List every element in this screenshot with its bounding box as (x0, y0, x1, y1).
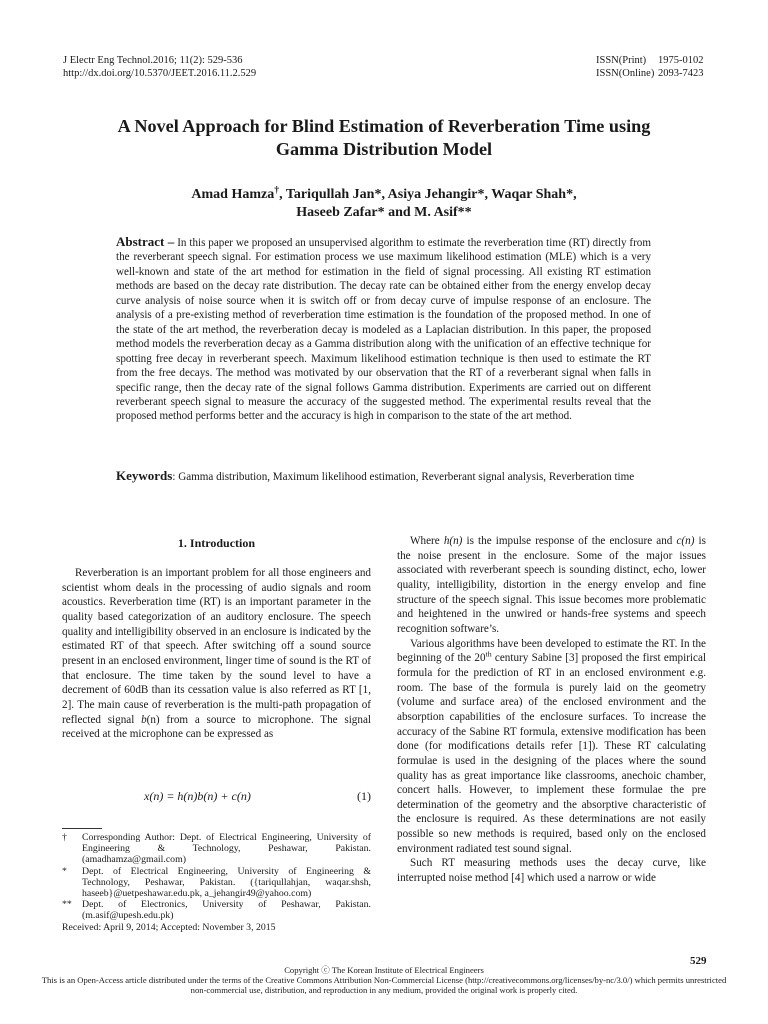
page-number: 529 (690, 955, 707, 967)
journal-header (63, 54, 256, 80)
abstract (116, 235, 651, 424)
footnote-divider (62, 828, 102, 829)
issn-block (596, 54, 704, 80)
title-line-1: A Novel Approach for Blind Estimation of Reverberation Time using (117, 116, 651, 136)
right-paragraph-2 (397, 637, 706, 857)
intro-text-a: Reverberation is an important problem for all those engineers and scientist whom deals in the processing of audio signals and room acoustics. Reverberation time (RT) is an important parameter in the quality based categorization of an auditory enclosure. The speech quality and intelligibility observed in an enclosure is indicated by the estimated RT of that speech. After switching off a sound source present in an enclosed environment, linger time of sound is the RT of that enclosure. The time taken by the sound level to have a decrement of 60dB than its cessation value is also referred as RT [1, 2]. The main cause of reverberation is the multi-path propagation of reflected signal (62, 567, 371, 726)
issn-print-label: ISSN(Print) (596, 55, 647, 66)
intro-paragraph (62, 566, 371, 742)
author-list (60, 186, 708, 222)
intro-paren: (n) (146, 713, 160, 726)
issn-print: 1975-0102 (658, 55, 704, 66)
intro-var: b (141, 713, 147, 726)
p1-text-b: is the impulse response of the enclosure and (462, 535, 677, 547)
abstract-text: In this paper we proposed an unsupervised algorithm to estimate the reverberation time (RT) directly from the reverberant speech signal. For estimation process we use maximum likelihood estimation (MLE) which is a very well-known and state of the art method for estimation in the field of signal processing. All existing RT estimation methods are based on the decay rate distribution. The decay rate can be obtained either from the energy envelop decay curve analysis of noise source when it is switch off or from decay curve of impulse response of an enclosure. The analysis of a pre-existing method of reverberation time estimation is the foundation of the proposed method. In one of the state of the art method, the reverberation decay is modeled as a Laplacian distribution. In this paper, the proposed method models the reverberation decay as a Gamma distribution along with the unification of an effective technique for spotting free decay in reverberant speech. Maximum likelihood estimation technique is then used to estimate the RT from the free decays. The method was motivated by our observation that the RT of a reverberant signal when falls in specific range, then the decay rate of the signal follows Gamma distribution. Experiments are carried out on different reverberant speech signal to measure the accuracy of the suggested method. The experimental results reveal that the proposed method performs better and the accuracy is high in comparison to the state of the art method. (116, 237, 651, 423)
right-paragraph-1 (397, 534, 706, 637)
license-text: This is an Open-Access article distributed under the terms of the Creative Commons Attribution Non-Commercial License (http://creativecommons.org/licenses/by-nc/3.0/) which permits unrestricted non-commercial use, distribution, and reproduction in any medium, provided the original work is properly cited. (41, 975, 727, 996)
author-first: Amad Hamza (191, 187, 275, 202)
keywords-text: : Gamma distribution, Maximum likelihood estimation, Reverberant signal analysis, Reverberation time (172, 471, 635, 483)
right-column (397, 534, 706, 886)
p1-h: h(n) (443, 535, 463, 547)
authors-line-1: , Tariqullah Jan*, Asiya Jehangir*, Waqar Shah*, (279, 187, 577, 202)
p1-c: c(n) (676, 535, 695, 547)
left-column (62, 566, 371, 742)
footnote-mark: † (62, 832, 67, 843)
issn-online-label: ISSN(Online) (596, 68, 655, 79)
title-line-2: Gamma Distribution Model (275, 139, 493, 159)
intro-text-b: from a source to microphone. The signal received at the microphone can be expressed as (62, 713, 371, 741)
corresponding-mark: † (274, 184, 280, 196)
doi-link[interactable]: http://dx.doi.org/10.5370/JEET.2016.11.2.529 (63, 68, 257, 79)
copyright-footer (40, 965, 728, 996)
footnotes (62, 832, 371, 934)
abstract-label: Abstract – (116, 234, 175, 249)
section-heading: 1. Introduction (177, 536, 256, 550)
equation-expression: x(n) = h(n)b(n) + c(n) (144, 789, 251, 803)
footnote (62, 832, 371, 866)
footnote (62, 899, 371, 921)
keywords-label: Keywords (116, 468, 173, 483)
footnote-mark: ** (62, 899, 72, 911)
footnote (62, 866, 371, 900)
p2-text-a: Various algorithms have been developed to estimate the RT. In the beginning of the 20 (397, 637, 706, 665)
p1-text-d: is the noise present in the enclosure. Some of the major issues associated with reverberant speech is sounding distinct, echo, lower quality, intelligibility, distortion in the energy envelop and fine structure of the speech signal. This issue becomes more problematic and heightened in the unwired or hands-free systems and speech recognition software’s. (397, 535, 706, 635)
issn-online: 2093-7423 (658, 68, 704, 79)
footnote-text: Corresponding Author: Dept. of Electrical Engineering, University of Engineering & Technology, Peshawar, Pakistan. (amadhamza@gmail.com) (82, 832, 371, 866)
authors-line-2: Haseeb Zafar* and M. Asif** (296, 205, 472, 220)
p2-text-b: century Sabine [3] proposed the first empirical formula for the prediction of RT in an enclosed environment e.g. room. The base of the formula is purely laid on the geometry (volume and surface area) of the enclosed environment and the absorption capabilities of the enclosure surfaces. To increase the accuracy of the Sabine RT formula, extensive modification has been done (for modifications details refer [1]). These RT calculating formulae is used in the designing of the places where the sound quality has as great importance like classrooms, anechoic chamber, concert halls. However, to implement these formulae the pre determination of the geometry and the absorptive characteristic of the enclosure is required. As these determinations are not easily possible so new methods is required, based only on the enclosed environment radiated test sound signal. (397, 652, 706, 855)
paper-title (60, 115, 708, 161)
footnote-text: Dept. of Electronics, University of Peshawar, Pakistan. (m.asif@upesh.edu.pk) (82, 899, 371, 922)
footnote-mark: * (62, 865, 67, 877)
journal-citation: J Electr Eng Technol.2016; 11(2): 529-536 (63, 55, 243, 66)
right-paragraph-3: Such RT measuring methods uses the decay curve, like interrupted noise method [4] which used a narrow or wide (397, 857, 706, 885)
copyright-line: Copyright ⓒ The Korean Institute of Electrical Engineers (284, 965, 484, 975)
received-dates: Received: April 9, 2014; Accepted: November 3, 2015 (62, 921, 276, 933)
p2-superscript: th (485, 649, 492, 659)
keywords (116, 469, 651, 485)
footnote-text: Dept. of Electrical Engineering, University of Engineering & Technology, Peshawar, Pakistan. ({tariqullahjan, waqar.shsh, haseeb}@uetpeshawar.edu.pk, a_jehangir49@yahoo.com) (82, 865, 371, 900)
p1-text-a: Where (410, 535, 444, 547)
equation-number: (1) (357, 789, 371, 803)
